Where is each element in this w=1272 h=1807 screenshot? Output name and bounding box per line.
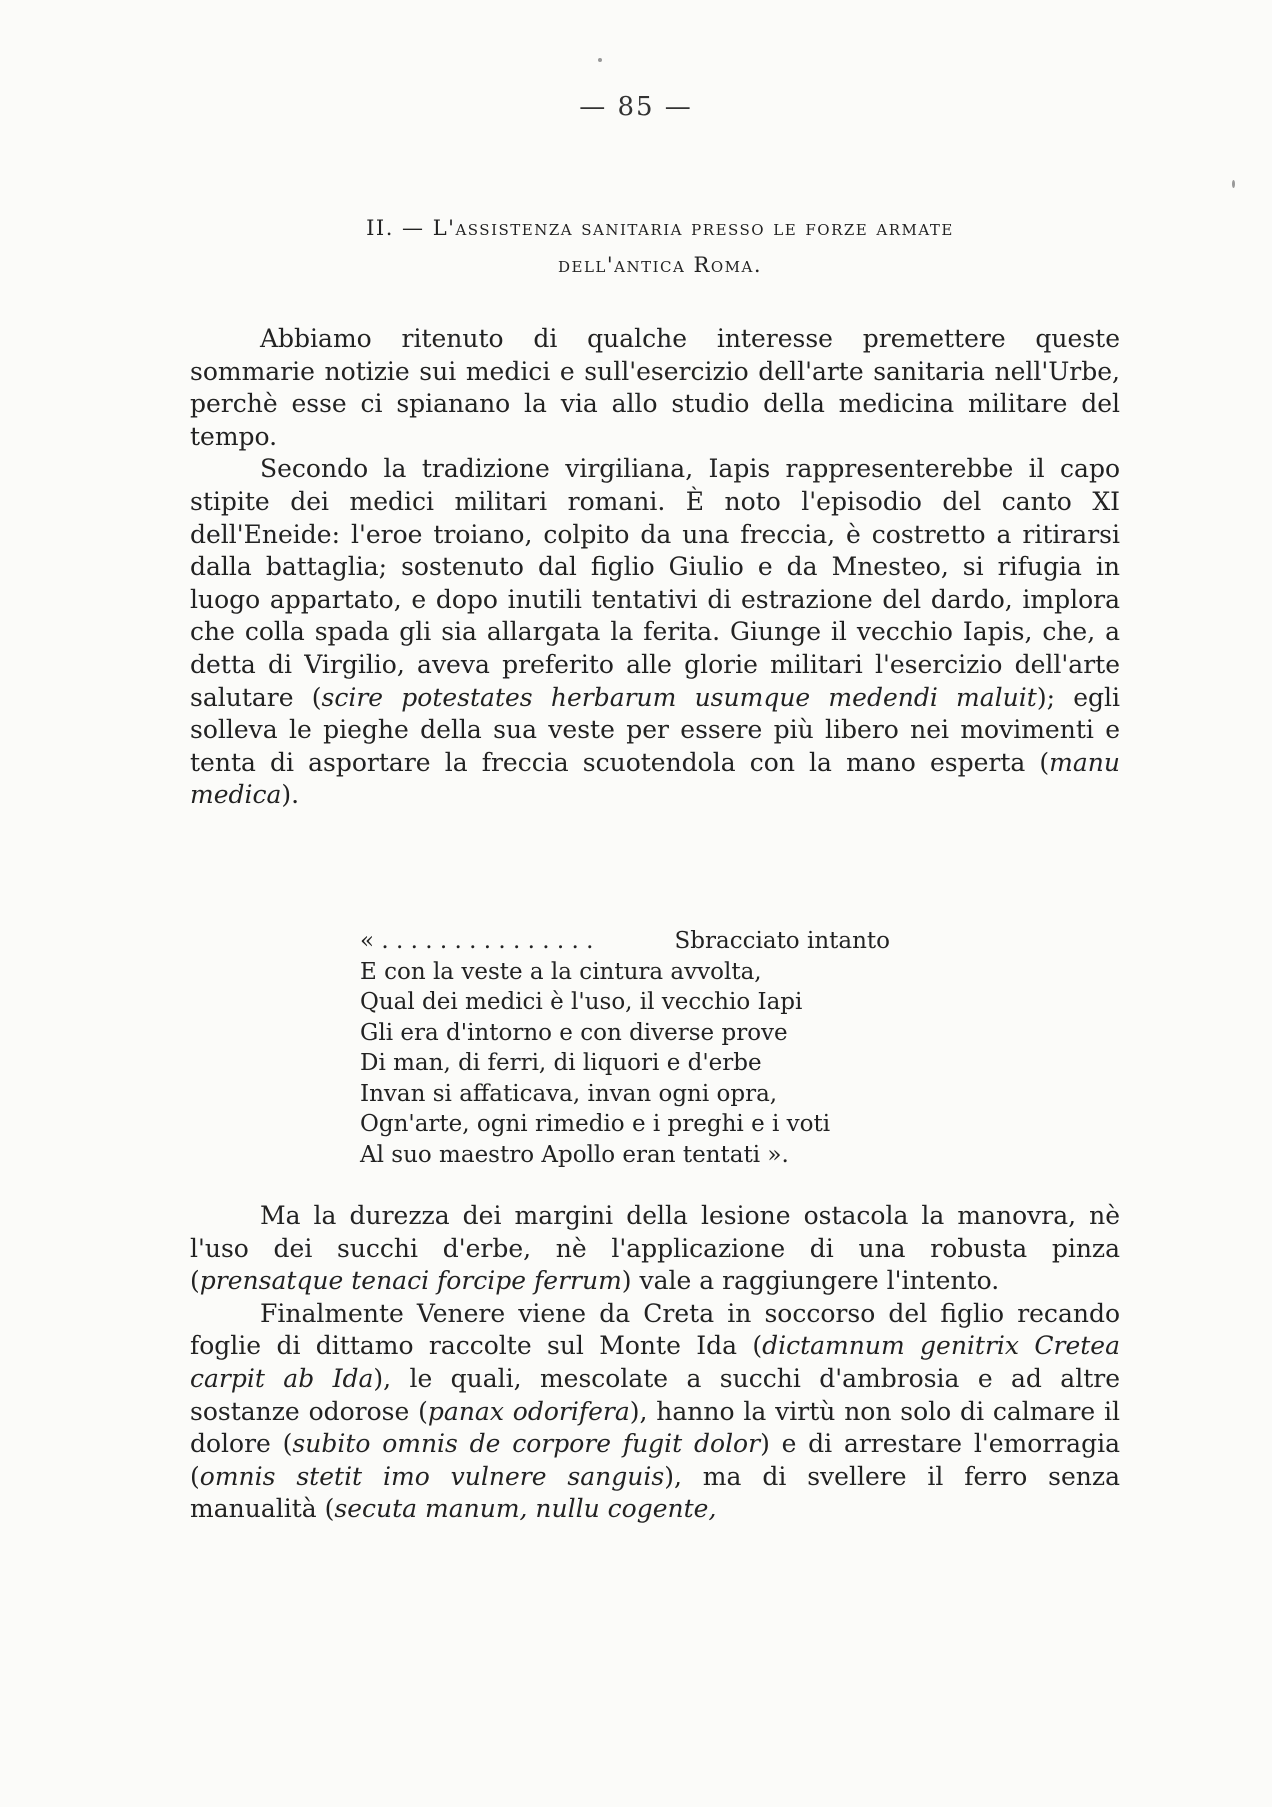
latin-quote: secuta manum, nullu cogente, [334, 1494, 717, 1524]
verse-line: Qual dei medici è l'uso, il vecchio Iapi [360, 989, 803, 1015]
verse-line: E con la veste a la cintura avvolta, [360, 958, 762, 985]
paragraph-4: Finalmente Venere viene da Creta in soccorso del figlio recando foglie di dittamo raccolte sul Monte Ida (dictamnum genitrix Cretea carpit ab Ida), le quali, mescolate a succhi d'ambrosia e ad altre sostanze odorose (panax odorifera), hanno la virtù non solo di calmare il dolore (subito omnis de corpore fugit dolor) e di arrestare l'emorragia (omnis stetit imo vulnere sanguis), ma di svellere il ferro senza manualità (secuta manum, nullu cogente, [190, 1298, 1120, 1524]
latin-quote: scire potestates herbarum usumque medendi maluit [321, 682, 1037, 712]
latin-quote: dictamnum genitrix Cretea carpit ab Ida [190, 1331, 1120, 1393]
scan-speck [598, 58, 602, 62]
verse-line: Al suo maestro Apollo eran tentati ». [360, 1141, 789, 1168]
page-number: — 85 — [579, 92, 693, 122]
body-text-top [190, 323, 1120, 812]
latin-quote: panax odorifera [427, 1396, 630, 1426]
latin-quote: omnis stetit imo vulnere sanguis [199, 1461, 665, 1491]
paragraph-2: Secondo la tradizione virgiliana, Iapis rappresenterebbe il capo stipite dei medici militari romani. È noto l'episodio del canto XI dell'Eneide: l'eroe troiano, colpito da una freccia, è costretto a ritirarsi dalla battaglia; sostenuto dal figlio Giulio e da Mnesteo, si rifugia in luogo appartato, e dopo inutili tentativi di estrazione del dardo, implora che colla spada gli sia allargata la ferita. Giunge il vecchio Iapis, che, a detta di Virgilio, aveva preferito alle glorie militari l'esercizio dell'arte salutare (scire potestates herbarum usumque medendi maluit); egli solleva le pieghe della sua veste per essere più libero nei movimenti e tenta di asportare la freccia scuotendola con la mano esperta (manu medica). [190, 454, 1120, 810]
latin-quote: manu medica [190, 747, 1120, 810]
verse-line: Di man, di ferri, di liquori e d'erbe [360, 1050, 762, 1076]
verse-line: Invan si affaticava, invan ogni opra, [360, 1080, 778, 1107]
heading-line-2: dell'antica Roma. [557, 253, 763, 277]
section-heading [290, 210, 1030, 284]
body-text-bottom [190, 1200, 1120, 1526]
verse-line: « . . . . . . . . . . . . . . . Sbracciato intanto [360, 928, 890, 954]
verse-quotation [360, 926, 980, 1170]
paragraph-3: Ma la durezza dei margini della lesione ostacola la manovra, nè l'uso dei succhi d'erbe, nè l'applicazione di una robusta pinza (prensatque tenaci forcipe ferrum) vale a raggiungere l'intento. [190, 1201, 1120, 1296]
latin-quote: subito omnis de corpore fugit dolor [292, 1429, 761, 1459]
scan-speck [1232, 180, 1235, 188]
latin-quote: prensatque tenaci forcipe ferrum [199, 1266, 622, 1296]
verse-line: Ogn'arte, ogni rimedio e i preghi e i voti [360, 1111, 831, 1137]
verse-line: Gli era d'intorno e con diverse prove [360, 1019, 788, 1046]
heading-line-1: II. — L'assistenza sanitaria presso le forze armate [366, 216, 954, 240]
paragraph-1: Abbiamo ritenuto di qualche interesse premettere queste sommarie notizie sui medici e sull'esercizio dell'arte sanitaria nell'Urbe, perchè esse ci spianano la via allo studio della medicina militare del tempo. [190, 324, 1120, 451]
